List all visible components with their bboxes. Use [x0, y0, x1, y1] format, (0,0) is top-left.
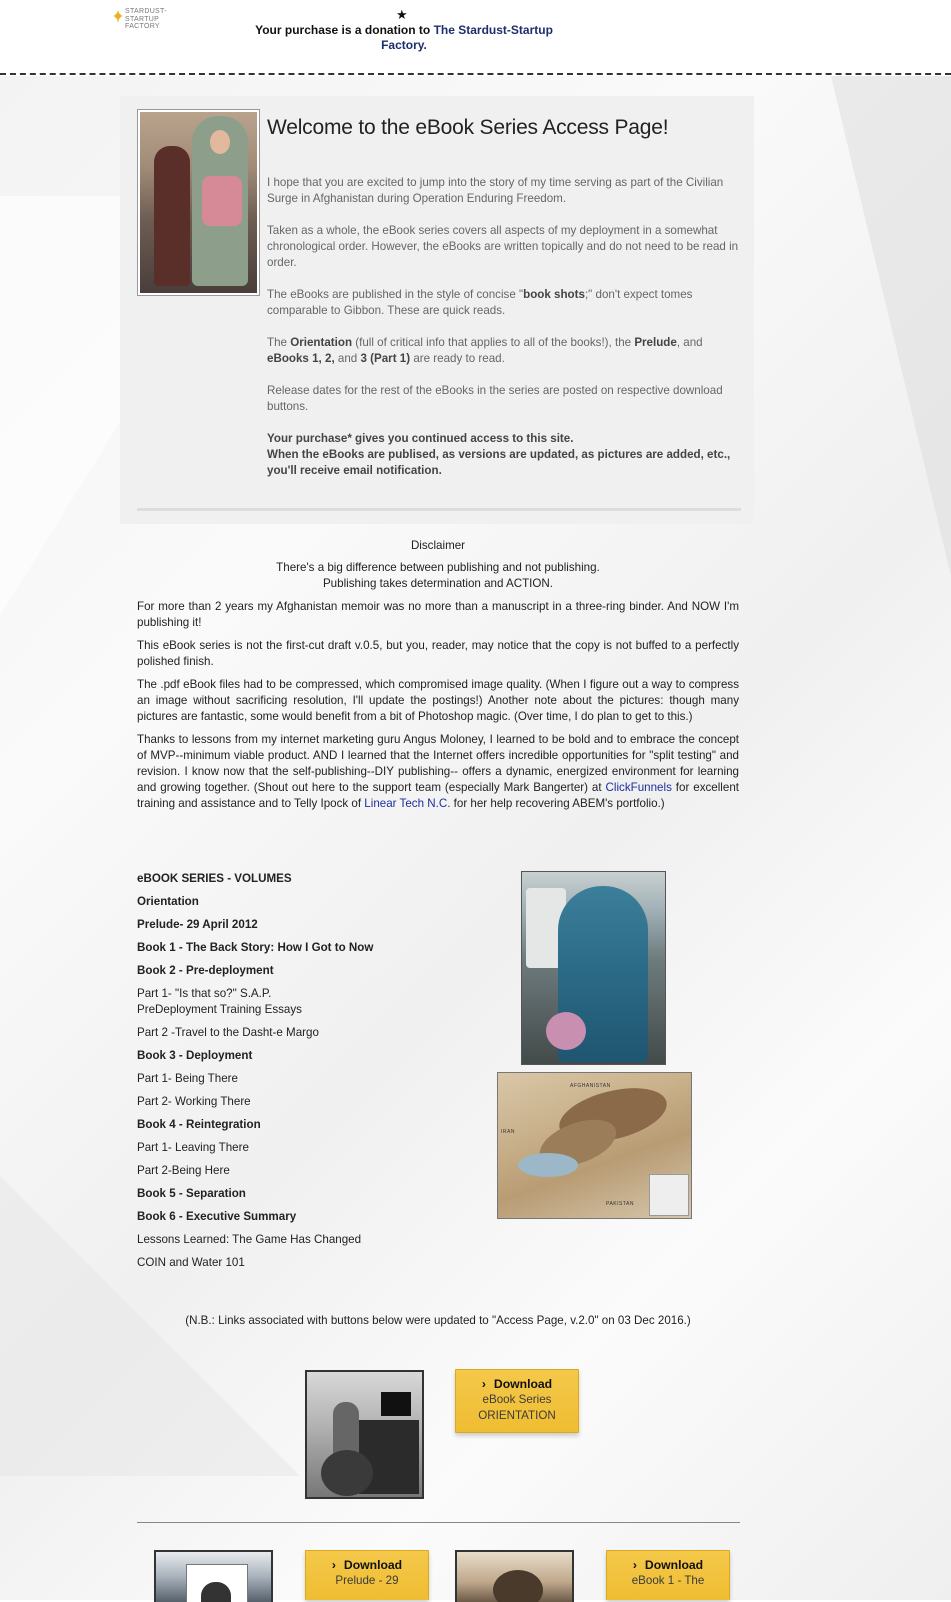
- burqa-in-vehicle-photo: [521, 871, 666, 1065]
- welcome-paragraph: Release dates for the rest of the eBooks in the series are posted on respective download buttons.: [267, 384, 723, 413]
- disclaimer-paragraph: For more than 2 years my Afghanistan memoir was no more than a manuscript in a three-ring binder. And NOW I'm publishing it!: [137, 600, 739, 629]
- clickfunnels-link[interactable]: ClickFunnels: [605, 781, 672, 794]
- list-item: Book 3 - Deployment: [137, 1049, 253, 1062]
- sun-icon: [113, 10, 124, 24]
- disclaimer-line: There's a big difference between publishing and not publishing.: [276, 561, 600, 574]
- logo-text: STARDUST- STARTUP FACTORY: [125, 8, 167, 30]
- chevron-right-icon: ›: [632, 1558, 637, 1572]
- list-item: Book 4 - Reintegration: [137, 1118, 261, 1131]
- donation-notice: Your purchase is a donation to The Stardust-Startup Factory.: [255, 23, 553, 52]
- volumes-heading: eBOOK SERIES - VOLUMES: [137, 872, 292, 885]
- disclaimer-heading: Disclaimer: [410, 539, 466, 552]
- star-icon: ★: [396, 7, 408, 22]
- author-with-child-photo: [138, 110, 259, 295]
- list-item: COIN and Water 101: [137, 1256, 245, 1269]
- list-item: Book 2 - Pre-deployment: [137, 964, 274, 977]
- map-label: IRAN: [501, 1129, 515, 1135]
- page-title: Welcome to the eBook Series Access Page!: [267, 116, 669, 139]
- access-notice: Your purchase* gives you continued access to this site. When the eBooks are publised, as versions are updated, as pictures are added, etc., you'll receive email notification.: [267, 432, 731, 477]
- download-prelude-button[interactable]: › Download Prelude - 29: [305, 1550, 429, 1600]
- links-update-note: (N.B.: Links associated with buttons below were updated to "Access Page, v.2.0" on 03 Dec 2016.): [185, 1314, 691, 1327]
- map-label: PAKISTAN: [606, 1201, 634, 1207]
- disclaimer-paragraph: This eBook series is not the first-cut draft v.0.5, but you, reader, may notice that the copy is not buffed to a perfectly polished finish.: [137, 639, 739, 668]
- disclaimer-section: [137, 538, 739, 819]
- list-item: Book 5 - Separation: [137, 1187, 246, 1200]
- header-dashed-divider: [0, 73, 951, 75]
- prelude-thumbnail-photo: [154, 1550, 273, 1602]
- panel-divider: [137, 508, 741, 511]
- list-item: Part 1- "Is that so?" S.A.P. PreDeployment Training Essays: [137, 987, 302, 1016]
- welcome-paragraph: The Orientation (full of critical info that applies to all of the books!), the Prelude, and eBooks 1, 2, and 3 (Part 1) are ready to read.: [267, 336, 703, 365]
- chevron-right-icon: ›: [481, 1377, 486, 1391]
- list-item: Part 2 -Travel to the Dasht-e Margo: [137, 1026, 319, 1039]
- list-item: Lessons Learned: The Game Has Changed: [137, 1233, 362, 1246]
- download-orientation-button[interactable]: › Download eBook Series ORIENTATION: [455, 1369, 579, 1433]
- section-divider: [137, 1522, 740, 1523]
- welcome-paragraph: Taken as a whole, the eBook series covers all aspects of my deployment in a somewhat chronological order. However, the eBooks are written topically and do not need to be read in order.: [267, 224, 739, 269]
- list-item: Part 2-Being Here: [137, 1164, 230, 1177]
- list-item: Orientation: [137, 895, 199, 908]
- welcome-paragraph: I hope that you are excited to jump into the story of my time serving as part of the Civilian Surge in Afghanistan during Operation Enduring Freedom.: [267, 176, 724, 205]
- afghanistan-map-image: [497, 1072, 692, 1219]
- donation-org-name: The Stardust-Startup Factory.: [381, 23, 553, 52]
- disclaimer-paragraph: Thanks to lessons from my internet marketing guru Angus Moloney, I learned to be bold and to embrace the concept of MVP--minimum viable product. AND I learned that the Internet offers incredible opportunities for "split testing" and revision. I know now that the self-publishing--DIY publishing-- offers a dynamic, energized environment for learning and growing together. (Shout out here to the support team (especially Mark Bangerter) at ClickFunnels for excellent training and assistance and to Telly Ipock of Linear Tech N.C. for her help recovering ABEM's portfolio.): [137, 733, 739, 810]
- linear-tech-link[interactable]: Linear Tech N.C.: [364, 797, 451, 810]
- list-item: Prelude- 29 April 2012: [137, 918, 258, 931]
- top-header: [0, 0, 951, 74]
- book1-thumbnail-photo: [455, 1550, 574, 1602]
- disclaimer-line: Publishing takes determination and ACTION.: [322, 577, 554, 590]
- list-item: Book 1 - The Back Story: How I Got to Now: [137, 941, 374, 954]
- ebook-volumes-list: [137, 871, 457, 1278]
- chevron-right-icon: ›: [331, 1558, 336, 1572]
- list-item: Book 6 - Executive Summary: [137, 1210, 297, 1223]
- list-item: Part 1- Leaving There: [137, 1141, 249, 1154]
- disclaimer-paragraph: The .pdf eBook files had to be compressed, which compromised image quality. (When I figure out a way to compress an image without sacrificing resolution, I'll update the postings!) Another note about the pictures: though many pictures are fantastic, some would benefit from a bit of Photoshop magic. (Over time, I do plan to get to this.): [137, 678, 739, 723]
- stardust-startup-factory-logo[interactable]: [113, 8, 173, 34]
- list-item: Part 2- Working There: [137, 1095, 251, 1108]
- welcome-paragraph: The eBooks are published in the style of concise "book shots;" don't expect tomes comparable to Gibbon. These are quick reads.: [267, 288, 693, 317]
- welcome-text: [267, 175, 741, 495]
- author-at-desk-photo: [305, 1370, 424, 1499]
- download-book1-button[interactable]: › Download eBook 1 - The: [606, 1550, 730, 1600]
- map-label: AFGHANISTAN: [570, 1083, 611, 1089]
- list-item: Part 1- Being There: [137, 1072, 238, 1085]
